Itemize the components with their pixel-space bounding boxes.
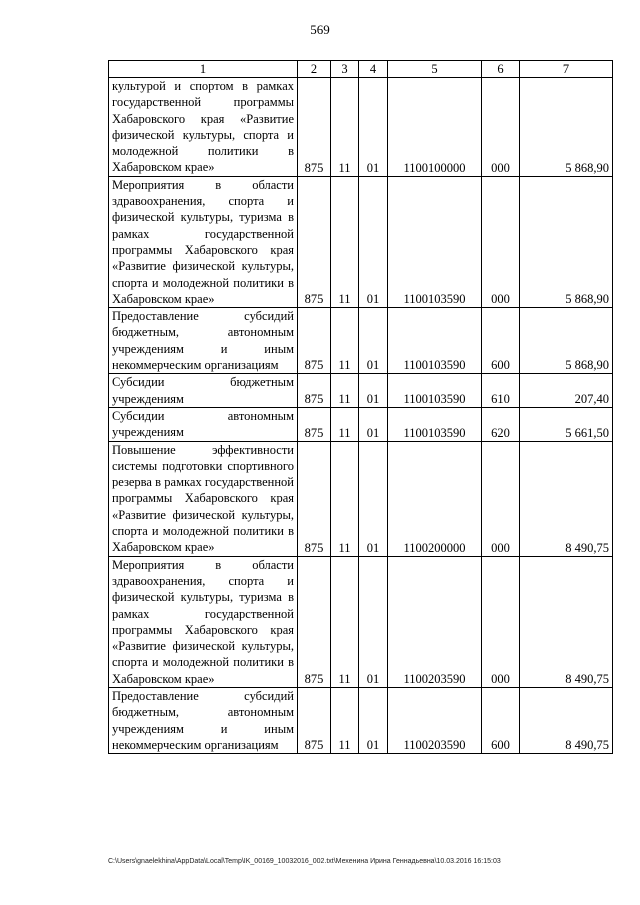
- expense-type-cell: 620: [482, 407, 520, 441]
- subsection-cell: 01: [359, 308, 388, 374]
- target-article-cell: 1100103590: [388, 407, 482, 441]
- expense-type-cell: 610: [482, 374, 520, 408]
- table-row: [109, 441, 613, 556]
- amount-cell: 207,40: [520, 374, 613, 408]
- section-cell: 11: [331, 176, 359, 307]
- section-cell: 11: [331, 78, 359, 177]
- target-article-cell: 1100103590: [388, 308, 482, 374]
- table-row: [109, 374, 613, 408]
- table-header-row: [109, 61, 613, 78]
- description-cell: культурой и спортом в рамках государственной программы Хабаровского края «Развитие физической культуры, спорта и молодежной политики в Хабаровском крае»: [109, 78, 298, 177]
- section-cell: 11: [331, 556, 359, 687]
- target-article-cell: 1100200000: [388, 441, 482, 556]
- description-cell: Субсидии бюджетным учреждениям: [109, 374, 298, 408]
- header-col-5: 5: [388, 61, 482, 78]
- budget-table: [108, 60, 613, 754]
- file-path-footer: C:\Users\gnaelekhina\AppData\Local\Temp\IK_00169_10032016_002.txt\Мехенина Ирина Геннадьевна\10.03.2016 16:15:03: [108, 858, 501, 865]
- code-cell: 875: [298, 78, 331, 177]
- amount-cell: 8 490,75: [520, 556, 613, 687]
- code-cell: 875: [298, 556, 331, 687]
- section-cell: 11: [331, 308, 359, 374]
- amount-cell: 5 868,90: [520, 78, 613, 177]
- expense-type-cell: 000: [482, 176, 520, 307]
- subsection-cell: 01: [359, 441, 388, 556]
- code-cell: 875: [298, 176, 331, 307]
- subsection-cell: 01: [359, 176, 388, 307]
- page-number: 569: [310, 22, 330, 37]
- expense-type-cell: 600: [482, 687, 520, 753]
- target-article-cell: 1100100000: [388, 78, 482, 177]
- expense-type-cell: 000: [482, 78, 520, 177]
- amount-cell: 5 868,90: [520, 308, 613, 374]
- code-cell: 875: [298, 441, 331, 556]
- header-col-6: 6: [482, 61, 520, 78]
- expense-type-cell: 000: [482, 441, 520, 556]
- header-col-4: 4: [359, 61, 388, 78]
- code-cell: 875: [298, 374, 331, 408]
- amount-cell: 5 661,50: [520, 407, 613, 441]
- code-cell: 875: [298, 308, 331, 374]
- section-cell: 11: [331, 374, 359, 408]
- description-cell: Повышение эффективности системы подготовки спортивного резерва в рамках государственной программы Хабаровского края «Развитие физической культуры, спорта и молодежной политики в Хабаровском крае»: [109, 441, 298, 556]
- subsection-cell: 01: [359, 407, 388, 441]
- table-row: [109, 407, 613, 441]
- target-article-cell: 1100103590: [388, 176, 482, 307]
- table-row: [109, 308, 613, 374]
- description-cell: Предоставление субсидий бюджетным, автономным учреждениям и иным некоммерческим организациям: [109, 687, 298, 753]
- expense-type-cell: 000: [482, 556, 520, 687]
- subsection-cell: 01: [359, 687, 388, 753]
- section-cell: 11: [331, 441, 359, 556]
- description-cell: Субсидии автономным учреждениям: [109, 407, 298, 441]
- subsection-cell: 01: [359, 78, 388, 177]
- header-col-3: 3: [331, 61, 359, 78]
- description-cell: Предоставление субсидий бюджетным, автономным учреждениям и иным некоммерческим организациям: [109, 308, 298, 374]
- description-cell: Мероприятия в области здравоохранения, спорта и физической культуры, туризма в рамках государственной программы Хабаровского края «Развитие физической культуры, спорта и молодежной политики в Хабаровском крае»: [109, 176, 298, 307]
- table-row: [109, 78, 613, 177]
- section-cell: 11: [331, 687, 359, 753]
- amount-cell: 5 868,90: [520, 176, 613, 307]
- amount-cell: 8 490,75: [520, 687, 613, 753]
- description-cell: Мероприятия в области здравоохранения, спорта и физической культуры, туризма в рамках государственной программы Хабаровского края «Развитие физической культуры, спорта и молодежной политики в Хабаровском крае»: [109, 556, 298, 687]
- header-col-7: 7: [520, 61, 613, 78]
- code-cell: 875: [298, 407, 331, 441]
- amount-cell: 8 490,75: [520, 441, 613, 556]
- expense-type-cell: 600: [482, 308, 520, 374]
- header-col-2: 2: [298, 61, 331, 78]
- table-row: [109, 687, 613, 753]
- target-article-cell: 1100103590: [388, 374, 482, 408]
- table-row: [109, 556, 613, 687]
- target-article-cell: 1100203590: [388, 556, 482, 687]
- section-cell: 11: [331, 407, 359, 441]
- code-cell: 875: [298, 687, 331, 753]
- target-article-cell: 1100203590: [388, 687, 482, 753]
- header-col-1: 1: [109, 61, 298, 78]
- subsection-cell: 01: [359, 374, 388, 408]
- table-row: [109, 176, 613, 307]
- subsection-cell: 01: [359, 556, 388, 687]
